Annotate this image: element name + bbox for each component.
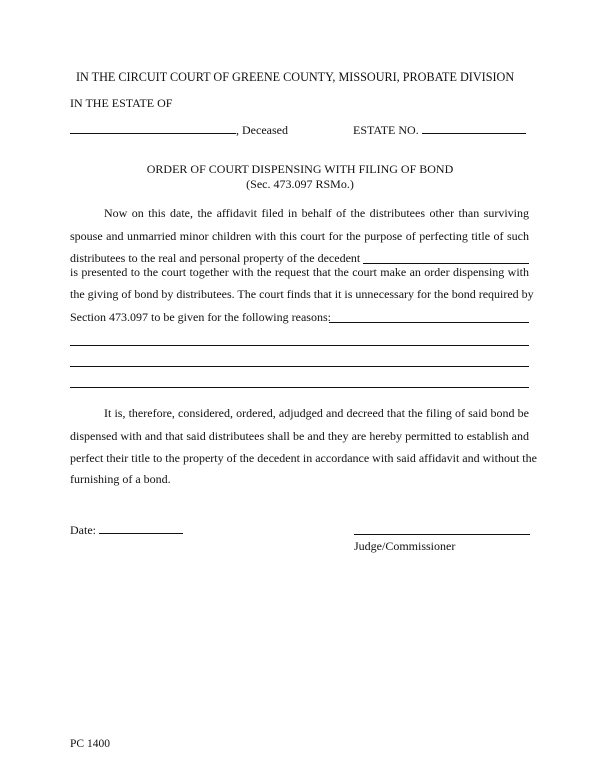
- paragraph-1-line-6-text: Section 473.097 to be given for the following reasons:: [70, 310, 331, 324]
- decedent-name-field[interactable]: [363, 252, 529, 264]
- deceased-label: , Deceased: [236, 123, 288, 137]
- deceased-name-field[interactable]: [70, 122, 236, 134]
- judge-label: Judge/Commissioner: [354, 539, 456, 553]
- date-field[interactable]: [99, 522, 183, 534]
- deceased-row: [70, 122, 288, 138]
- reasons-line-3[interactable]: [70, 387, 529, 388]
- order-statute: (Sec. 473.097 RSMo.): [246, 177, 354, 191]
- paragraph-2-line-2: dispensed with and that said distributees shall be and they are hereby permitted to establish and: [70, 429, 529, 443]
- reasons-line-2[interactable]: [70, 366, 529, 367]
- reasons-line-1[interactable]: [70, 345, 529, 346]
- judge-signature-line[interactable]: [354, 534, 530, 535]
- paragraph-2-line-3: perfect their title to the property of the decedent in accordance with said affidavit and without the: [70, 451, 537, 465]
- estate-no-field[interactable]: [422, 122, 526, 134]
- form-number: PC 1400: [70, 738, 110, 750]
- paragraph-1-line-6: [70, 310, 529, 324]
- date-label: Date:: [70, 523, 96, 537]
- estate-no-label: ESTATE NO.: [353, 123, 419, 137]
- estate-no-row: [353, 122, 526, 138]
- paragraph-1-line-4: is presented to the court together with the request that the court make an order dispensing with: [70, 265, 529, 279]
- paragraph-1-line-5: the giving of bond by distributees. The court finds that it is unnecessary for the bond required by: [70, 287, 534, 301]
- court-title: IN THE CIRCUIT COURT OF GREENE COUNTY, MISSOURI, PROBATE DIVISION: [76, 70, 515, 84]
- paragraph-1-line-2: spouse and unmarried minor children with this court for the purpose of perfecting title of such: [70, 229, 529, 243]
- date-row: [70, 522, 183, 538]
- paragraph-2-line-1: It is, therefore, considered, ordered, adjudged and decreed that the filing of said bond be: [104, 406, 529, 420]
- paragraph-1-line-3-text: distributees to the real and personal property of the decedent: [70, 251, 361, 265]
- order-title: ORDER OF COURT DISPENSING WITH FILING OF BOND: [146, 162, 454, 176]
- estate-of-label: IN THE ESTATE OF: [70, 96, 173, 110]
- paragraph-1-line-1: Now on this date, the affidavit filed in behalf of the distributees other than surviving: [104, 206, 529, 220]
- paragraph-1-line-3: [70, 251, 529, 265]
- paragraph-2-line-4: furnishing of a bond.: [70, 472, 171, 486]
- reasons-field[interactable]: [329, 311, 529, 323]
